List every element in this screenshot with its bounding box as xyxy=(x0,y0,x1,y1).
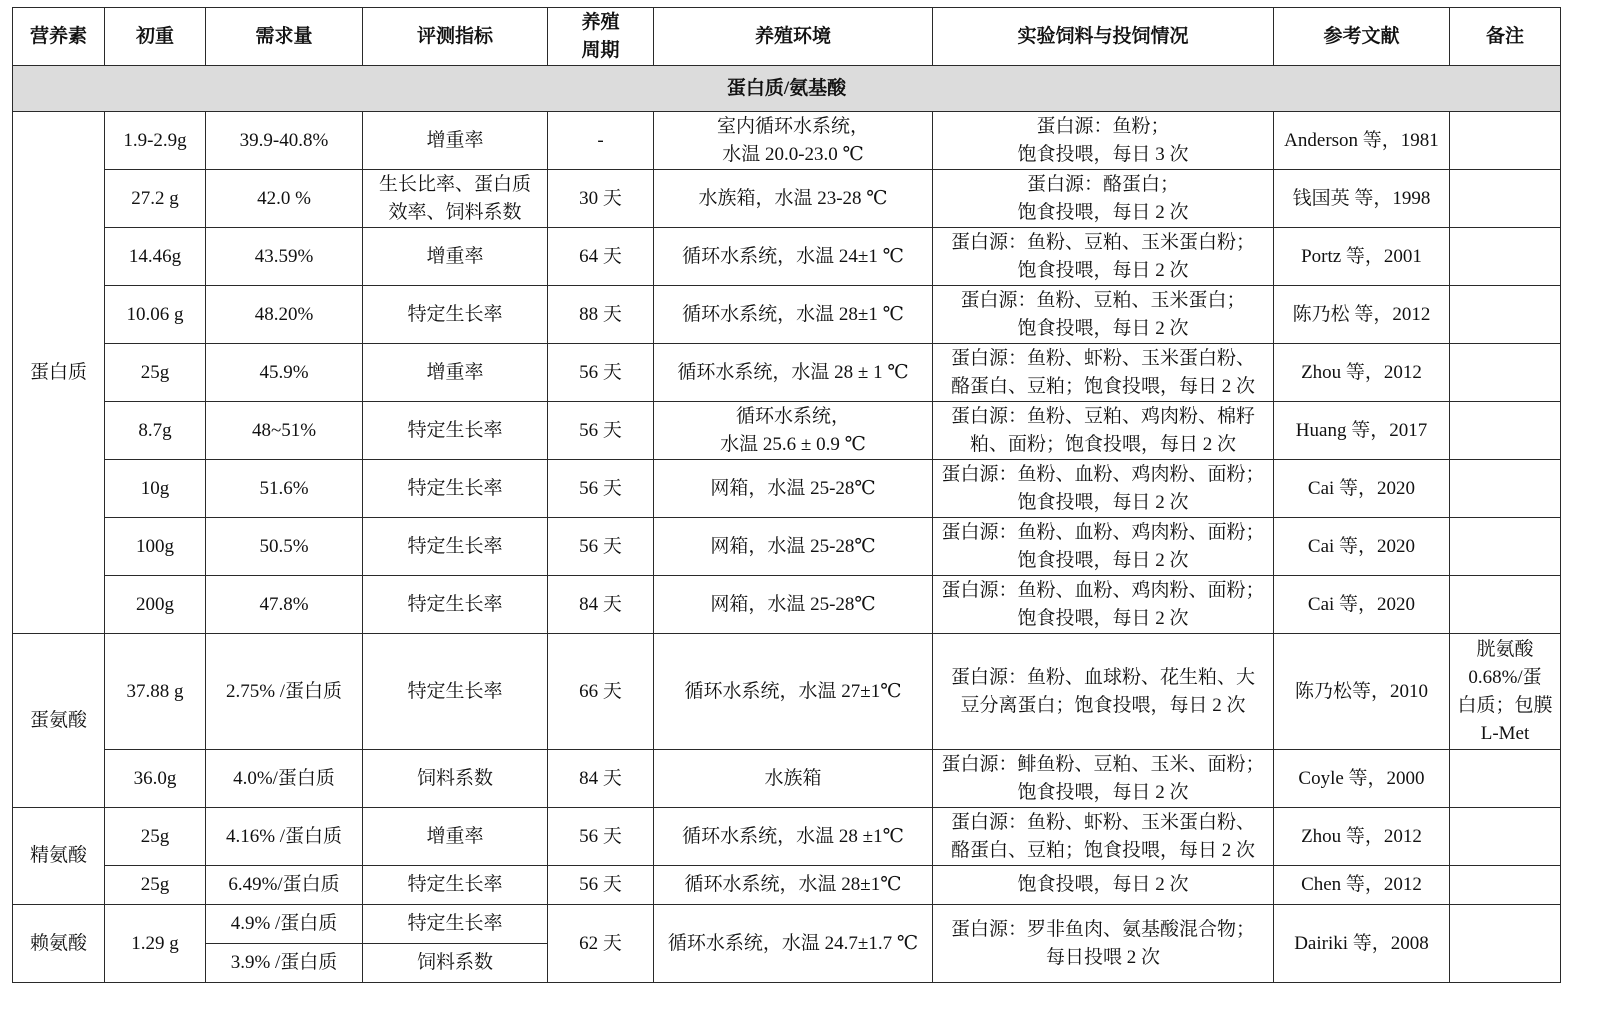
evaluation-index-cell-line: 特定生长率 xyxy=(407,680,503,702)
culture-environment-cell-line: 循环水系统，水温 28±1 ℃ xyxy=(682,303,904,325)
feed-and-feeding-cell xyxy=(933,905,1274,983)
feed-and-feeding-cell-line: 蛋白源：鱼粉、血粉、鸡肉粉、面粉； xyxy=(941,521,1265,543)
culture-environment-cell xyxy=(654,228,933,286)
remarks-cell xyxy=(1450,808,1561,866)
evaluation-index-cell xyxy=(363,112,548,170)
nutrition-table-container xyxy=(12,7,1561,983)
reference-cell: Cai 等，2020 xyxy=(1274,576,1450,634)
culture-environment-cell xyxy=(654,518,933,576)
table-row xyxy=(13,460,1561,518)
feed-and-feeding-cell-line: 饱食投喂，每日 2 次 xyxy=(1017,317,1189,339)
culture-environment-cell-line: 循环水系统，水温 28 ±1℃ xyxy=(682,825,904,847)
culture-period-cell: 56 天 xyxy=(548,518,654,576)
section-row xyxy=(13,66,1561,112)
nutrient-cell: 蛋氨酸 xyxy=(13,634,105,808)
evaluation-index-cell-line: 生长比率、蛋白质 xyxy=(378,173,531,195)
remarks-cell xyxy=(1450,576,1561,634)
feed-and-feeding-cell xyxy=(933,112,1274,170)
evaluation-index-cell xyxy=(363,170,548,228)
culture-period-cell: 56 天 xyxy=(548,402,654,460)
evaluation-index-cell-line: 特定生长率 xyxy=(407,874,503,895)
feed-and-feeding-cell-line: 粕、面粉；饱食投喂，每日 2 次 xyxy=(969,433,1236,455)
table-row xyxy=(13,518,1561,576)
remarks-cell xyxy=(1450,518,1561,576)
requirement-cell: 48.20% xyxy=(206,286,363,344)
remarks-cell-line: L-Met xyxy=(1480,722,1530,744)
initial-weight-cell: 37.88 g xyxy=(105,634,206,750)
feed-and-feeding-cell xyxy=(933,460,1274,518)
header-feed-and-feeding: 实验饲料与投饲情况 xyxy=(933,8,1274,66)
culture-period-cell: 56 天 xyxy=(548,866,654,905)
evaluation-index-cell-line: 增重率 xyxy=(426,361,484,383)
evaluation-index-cell-line: 效率、饲料系数 xyxy=(388,201,522,223)
reference-cell: 陈乃松等，2010 xyxy=(1274,634,1450,750)
requirement-cell: 3.9% /蛋白质 xyxy=(206,944,363,983)
table-row xyxy=(13,808,1561,866)
reference-cell: Zhou 等，2012 xyxy=(1274,808,1450,866)
feed-and-feeding-cell-line: 每日投喂 2 次 xyxy=(1045,946,1160,968)
remarks-cell xyxy=(1450,402,1561,460)
feed-and-feeding-cell-line: 饱食投喂，每日 2 次 xyxy=(1017,781,1189,803)
reference-cell: Dairiki 等，2008 xyxy=(1274,905,1450,983)
feed-and-feeding-cell-line: 蛋白源：鱼粉、血球粉、花生粕、大 xyxy=(950,666,1255,688)
feed-and-feeding-cell-line: 蛋白源：鲱鱼粉、豆粕、玉米、面粉； xyxy=(941,753,1265,775)
evaluation-index-cell xyxy=(363,576,548,634)
remarks-cell xyxy=(1450,344,1561,402)
evaluation-index-cell xyxy=(363,460,548,518)
table-row xyxy=(13,905,1561,944)
header-row xyxy=(13,8,1561,66)
feed-and-feeding-cell-line: 蛋白源：酪蛋白； xyxy=(1026,173,1179,195)
initial-weight-cell: 8.7g xyxy=(105,402,206,460)
feed-and-feeding-cell xyxy=(933,518,1274,576)
evaluation-index-cell xyxy=(363,808,548,866)
culture-environment-cell xyxy=(654,808,933,866)
evaluation-index-cell-line: 特定生长率 xyxy=(407,303,503,325)
table-row xyxy=(13,866,1561,905)
evaluation-index-cell-line: 增重率 xyxy=(426,245,484,267)
feed-and-feeding-cell xyxy=(933,634,1274,750)
requirement-cell: 43.59% xyxy=(206,228,363,286)
culture-environment-cell xyxy=(654,576,933,634)
feed-and-feeding-cell xyxy=(933,402,1274,460)
requirement-cell: 6.49%/蛋白质 xyxy=(206,866,363,905)
culture-period-cell: 84 天 xyxy=(548,576,654,634)
evaluation-index-cell-line: 增重率 xyxy=(426,129,484,151)
reference-cell: 钱国英 等，1998 xyxy=(1274,170,1450,228)
remarks-cell-line: 白质；包膜 xyxy=(1457,694,1553,716)
reference-cell: Cai 等，2020 xyxy=(1274,460,1450,518)
culture-environment-cell xyxy=(654,286,933,344)
evaluation-index-cell: 特定生长率 xyxy=(363,905,548,944)
culture-period-cell: - xyxy=(548,112,654,170)
evaluation-index-cell-line: 饲料系数 xyxy=(416,767,493,789)
header-reference: 参考文献 xyxy=(1274,8,1450,66)
feed-and-feeding-cell-line: 饱食投喂，每日 3 次 xyxy=(1017,143,1189,165)
feed-and-feeding-cell xyxy=(933,286,1274,344)
header-period-line: 周期 xyxy=(581,39,620,61)
requirement-cell: 4.0%/蛋白质 xyxy=(206,750,363,808)
reference-cell: Chen 等，2012 xyxy=(1274,866,1450,905)
feed-and-feeding-cell-line: 蛋白源：鱼粉、豆粕、鸡肉粉、棉籽 xyxy=(950,405,1255,427)
feed-and-feeding-cell-line: 蛋白源：鱼粉、虾粉、玉米蛋白粉、 xyxy=(950,347,1255,369)
requirement-cell: 50.5% xyxy=(206,518,363,576)
requirement-cell: 39.9-40.8% xyxy=(206,112,363,170)
initial-weight-cell: 1.9-2.9g xyxy=(105,112,206,170)
culture-environment-cell xyxy=(654,460,933,518)
remarks-cell-line: 0.68%/蛋 xyxy=(1468,666,1542,688)
requirement-cell: 42.0 % xyxy=(206,170,363,228)
culture-environment-cell-line: 循环水系统，水温 27±1℃ xyxy=(684,680,902,702)
requirement-cell: 47.8% xyxy=(206,576,363,634)
culture-period-cell: 62 天 xyxy=(548,905,654,983)
culture-environment-cell-line: 循环水系统，水温 28 ± 1 ℃ xyxy=(677,361,909,383)
culture-period-cell: 66 天 xyxy=(548,634,654,750)
initial-weight-cell: 100g xyxy=(105,518,206,576)
table-row xyxy=(13,286,1561,344)
culture-environment-cell-line: 网箱，水温 25-28℃ xyxy=(710,477,876,499)
culture-period-cell: 56 天 xyxy=(548,460,654,518)
feed-and-feeding-cell-line: 饱食投喂，每日 2 次 xyxy=(1017,874,1189,895)
remarks-cell xyxy=(1450,866,1561,905)
table-row xyxy=(13,750,1561,808)
table-row xyxy=(13,170,1561,228)
requirement-cell: 51.6% xyxy=(206,460,363,518)
remarks-cell xyxy=(1450,228,1561,286)
evaluation-index-cell-line: 增重率 xyxy=(426,825,484,847)
feed-and-feeding-cell-line: 蛋白源：鱼粉、豆粕、玉米蛋白粉； xyxy=(950,231,1255,253)
culture-environment-cell xyxy=(654,402,933,460)
nutrient-cell: 蛋白质 xyxy=(13,112,105,634)
culture-environment-cell-line: 水族箱，水温 23-28 ℃ xyxy=(698,187,888,209)
initial-weight-cell: 25g xyxy=(105,344,206,402)
culture-environment-cell-line: 循环水系统， xyxy=(735,405,850,427)
remarks-cell xyxy=(1450,460,1561,518)
feed-and-feeding-cell xyxy=(933,866,1274,905)
culture-environment-cell-line: 水族箱 xyxy=(764,767,822,789)
initial-weight-cell: 14.46g xyxy=(105,228,206,286)
remarks-cell xyxy=(1450,905,1561,983)
feed-and-feeding-cell-line: 蛋白源：罗非鱼肉、氨基酸混合物； xyxy=(950,918,1255,940)
evaluation-index-cell-line: 特定生长率 xyxy=(407,477,503,499)
header-period-line: 养殖 xyxy=(581,11,620,33)
culture-environment-cell-line: 循环水系统，水温 28±1℃ xyxy=(684,874,902,895)
table-row xyxy=(13,576,1561,634)
requirement-cell: 4.9% /蛋白质 xyxy=(206,905,363,944)
header-initial-weight: 初重 xyxy=(105,8,206,66)
initial-weight-cell: 25g xyxy=(105,866,206,905)
feed-and-feeding-cell-line: 蛋白源：鱼粉、虾粉、玉米蛋白粉、 xyxy=(950,811,1255,833)
feed-and-feeding-cell-line: 蛋白源：鱼粉、血粉、鸡肉粉、面粉； xyxy=(941,463,1265,485)
initial-weight-cell: 36.0g xyxy=(105,750,206,808)
table-row xyxy=(13,344,1561,402)
feed-and-feeding-cell xyxy=(933,228,1274,286)
nutrient-requirement-table xyxy=(12,7,1561,983)
culture-period-cell: 88 天 xyxy=(548,286,654,344)
initial-weight-cell: 10.06 g xyxy=(105,286,206,344)
reference-cell: Huang 等，2017 xyxy=(1274,402,1450,460)
culture-environment-cell xyxy=(654,112,933,170)
feed-and-feeding-cell-line: 饱食投喂，每日 2 次 xyxy=(1017,549,1189,571)
feed-and-feeding-cell-line: 饱食投喂，每日 2 次 xyxy=(1017,259,1189,281)
evaluation-index-cell xyxy=(363,286,548,344)
evaluation-index-cell xyxy=(363,228,548,286)
evaluation-index-cell xyxy=(363,634,548,750)
reference-cell: Anderson 等，1981 xyxy=(1274,112,1450,170)
feed-and-feeding-cell-line: 饱食投喂，每日 2 次 xyxy=(1017,201,1189,223)
evaluation-index-cell: 饲料系数 xyxy=(363,944,548,983)
feed-and-feeding-cell xyxy=(933,344,1274,402)
culture-environment-cell xyxy=(654,634,933,750)
feed-and-feeding-cell xyxy=(933,576,1274,634)
feed-and-feeding-cell-line: 酪蛋白、豆粕；饱食投喂，每日 2 次 xyxy=(950,375,1255,397)
feed-and-feeding-cell xyxy=(933,750,1274,808)
section-title: 蛋白质/氨基酸 xyxy=(13,66,1561,112)
table-row xyxy=(13,634,1561,750)
evaluation-index-cell-line: 特定生长率 xyxy=(407,593,503,615)
feed-and-feeding-cell-line: 酪蛋白、豆粕；饱食投喂，每日 2 次 xyxy=(950,839,1255,861)
culture-environment-cell-line: 循环水系统，水温 24±1 ℃ xyxy=(682,245,904,267)
culture-period-cell: 56 天 xyxy=(548,808,654,866)
requirement-cell: 4.16% /蛋白质 xyxy=(206,808,363,866)
culture-period-cell: 56 天 xyxy=(548,344,654,402)
remarks-cell xyxy=(1450,634,1561,750)
requirement-cell: 45.9% xyxy=(206,344,363,402)
feed-and-feeding-cell-line: 蛋白源：鱼粉； xyxy=(1036,115,1170,137)
table-row xyxy=(13,112,1561,170)
culture-environment-cell-line: 水温 25.6 ± 0.9 ℃ xyxy=(720,433,866,455)
requirement-cell: 2.75% /蛋白质 xyxy=(206,634,363,750)
feed-and-feeding-cell-line: 饱食投喂，每日 2 次 xyxy=(1017,491,1189,513)
culture-environment-cell xyxy=(654,170,933,228)
culture-environment-cell-line: 网箱，水温 25-28℃ xyxy=(710,593,876,615)
reference-cell: Zhou 等，2012 xyxy=(1274,344,1450,402)
evaluation-index-cell xyxy=(363,344,548,402)
header-remarks: 备注 xyxy=(1450,8,1561,66)
evaluation-index-cell-line: 特定生长率 xyxy=(407,419,503,441)
initial-weight-cell: 25g xyxy=(105,808,206,866)
culture-environment-cell-line: 水温 20.0-23.0 ℃ xyxy=(722,143,864,165)
evaluation-index-cell xyxy=(363,750,548,808)
header-culture-environment: 养殖环境 xyxy=(654,8,933,66)
remarks-cell xyxy=(1450,750,1561,808)
nutrient-cell: 赖氨酸 xyxy=(13,905,105,983)
culture-environment-cell xyxy=(654,344,933,402)
culture-period-cell: 30 天 xyxy=(548,170,654,228)
reference-cell: Coyle 等，2000 xyxy=(1274,750,1450,808)
evaluation-index-cell xyxy=(363,518,548,576)
evaluation-index-cell xyxy=(363,402,548,460)
header-requirement: 需求量 xyxy=(206,8,363,66)
feed-and-feeding-cell-line: 豆分离蛋白；饱食投喂，每日 2 次 xyxy=(960,694,1246,716)
feed-and-feeding-cell-line: 蛋白源：鱼粉、血粉、鸡肉粉、面粉； xyxy=(941,579,1265,601)
initial-weight-cell: 1.29 g xyxy=(105,905,206,983)
remarks-cell xyxy=(1450,170,1561,228)
culture-environment-cell xyxy=(654,866,933,905)
feed-and-feeding-cell xyxy=(933,808,1274,866)
culture-environment-cell: 循环水系统，水温 24.7±1.7 ℃ xyxy=(654,905,933,983)
reference-cell: Cai 等，2020 xyxy=(1274,518,1450,576)
evaluation-index-cell-line: 特定生长率 xyxy=(407,535,503,557)
requirement-cell: 48~51% xyxy=(206,402,363,460)
nutrient-cell: 精氨酸 xyxy=(13,808,105,905)
initial-weight-cell: 27.2 g xyxy=(105,170,206,228)
culture-environment-cell-line: 室内循环水系统， xyxy=(716,115,869,137)
evaluation-index-cell xyxy=(363,866,548,905)
reference-cell: 陈乃松 等，2012 xyxy=(1274,286,1450,344)
table-row xyxy=(13,402,1561,460)
initial-weight-cell: 200g xyxy=(105,576,206,634)
remarks-cell xyxy=(1450,112,1561,170)
culture-environment-cell xyxy=(654,750,933,808)
culture-period-cell: 84 天 xyxy=(548,750,654,808)
culture-period-cell: 64 天 xyxy=(548,228,654,286)
header-culture-period xyxy=(548,8,654,66)
header-evaluation-index: 评测指标 xyxy=(363,8,548,66)
initial-weight-cell: 10g xyxy=(105,460,206,518)
table-row xyxy=(13,228,1561,286)
remarks-cell-line: 胱氨酸 xyxy=(1476,638,1534,660)
feed-and-feeding-cell-line: 蛋白源：鱼粉、豆粕、玉米蛋白； xyxy=(960,289,1246,311)
remarks-cell xyxy=(1450,286,1561,344)
feed-and-feeding-cell xyxy=(933,170,1274,228)
culture-environment-cell-line: 网箱，水温 25-28℃ xyxy=(710,535,876,557)
feed-and-feeding-cell-line: 饱食投喂，每日 2 次 xyxy=(1017,607,1189,629)
header-nutrient: 营养素 xyxy=(13,8,105,66)
reference-cell: Portz 等，2001 xyxy=(1274,228,1450,286)
